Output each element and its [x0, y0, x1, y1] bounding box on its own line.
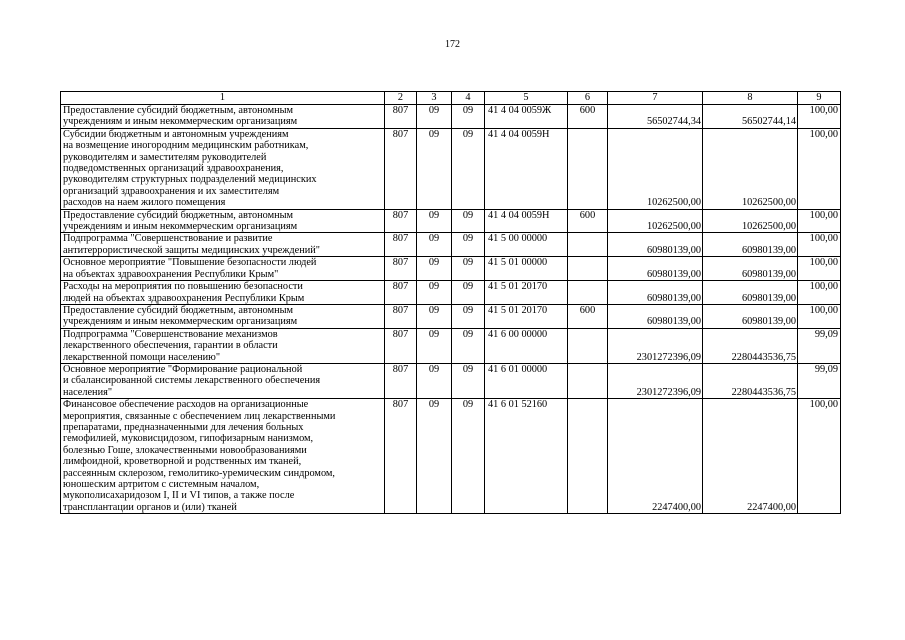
row-name-cell: Подпрограмма "Совершенствование механизмов лекарственного обеспечения, гарантии в области лекарственной помощи населению": [61, 328, 385, 363]
target-article-cell: 41 4 04 0059Н: [485, 209, 568, 233]
subsection-code-cell: 09: [452, 399, 485, 514]
admin-code-cell: 807: [385, 399, 417, 514]
subsection-code-cell: 09: [452, 233, 485, 257]
subsection-code-cell: 09: [452, 209, 485, 233]
admin-code-cell: 807: [385, 328, 417, 363]
target-article-cell: 41 5 01 20170: [485, 304, 568, 328]
table-row: [61, 105, 841, 129]
section-code-cell: 09: [417, 363, 452, 398]
row-name-cell: Подпрограмма "Совершенствование и развитие антитеррористической защиты медицинских учреждений": [61, 233, 385, 257]
target-article-cell: 41 6 00 00000: [485, 328, 568, 363]
table-row: [61, 304, 841, 328]
row-name-cell: Субсидии бюджетным и автономным учреждениям на возмещение иногородним медицинским работникам, руководителям и заместителям руководителей подведомственных организаций здравоохранения, руководителям структурных подразделений медицинских организаций здравоохранения и их заместителям расходов на наем жилого помещения: [61, 128, 385, 209]
section-code-cell: 09: [417, 257, 452, 281]
execution-percent-cell: 99,09: [798, 328, 841, 363]
table-row: [61, 257, 841, 281]
executed-amount-cell: 60980139,00: [703, 304, 798, 328]
subsection-code-cell: 09: [452, 363, 485, 398]
subsection-code-cell: 09: [452, 128, 485, 209]
executed-amount-cell: 60980139,00: [703, 257, 798, 281]
table-row: [61, 209, 841, 233]
execution-percent-cell: 100,00: [798, 105, 841, 129]
table-row: [61, 328, 841, 363]
execution-percent-cell: 100,00: [798, 233, 841, 257]
execution-percent-cell: 100,00: [798, 257, 841, 281]
execution-percent-cell: 100,00: [798, 128, 841, 209]
admin-code-cell: 807: [385, 304, 417, 328]
subsection-code-cell: 09: [452, 304, 485, 328]
expense-type-cell: 600: [568, 209, 608, 233]
approved-amount-cell: 56502744,34: [608, 105, 703, 129]
executed-amount-cell: 60980139,00: [703, 233, 798, 257]
subsection-code-cell: 09: [452, 257, 485, 281]
section-code-cell: 09: [417, 233, 452, 257]
row-name-cell: Предоставление субсидий бюджетным, автономным учреждениям и иным некоммерческим организациям: [61, 304, 385, 328]
approved-amount-cell: 10262500,00: [608, 128, 703, 209]
executed-amount-cell: 10262500,00: [703, 209, 798, 233]
expense-type-cell: [568, 328, 608, 363]
expense-type-cell: [568, 128, 608, 209]
target-article-cell: 41 5 01 20170: [485, 281, 568, 305]
subsection-code-cell: 09: [452, 281, 485, 305]
executed-amount-cell: 2280443536,75: [703, 328, 798, 363]
column-header: 2: [385, 92, 417, 105]
table-row: [61, 233, 841, 257]
column-header: 8: [703, 92, 798, 105]
table-row: [61, 363, 841, 398]
section-code-cell: 09: [417, 105, 452, 129]
column-header: 1: [61, 92, 385, 105]
expense-type-cell: [568, 233, 608, 257]
section-code-cell: 09: [417, 281, 452, 305]
admin-code-cell: 807: [385, 257, 417, 281]
expense-type-cell: [568, 257, 608, 281]
target-article-cell: 41 5 01 00000: [485, 257, 568, 281]
execution-percent-cell: 100,00: [798, 399, 841, 514]
row-name-cell: Предоставление субсидий бюджетным, автономным учреждениям и иным некоммерческим организациям: [61, 105, 385, 129]
approved-amount-cell: 10262500,00: [608, 209, 703, 233]
column-header: 3: [417, 92, 452, 105]
section-code-cell: 09: [417, 304, 452, 328]
admin-code-cell: 807: [385, 209, 417, 233]
page-number: 172: [445, 39, 460, 50]
target-article-cell: 41 4 04 0059Ж: [485, 105, 568, 129]
execution-percent-cell: 99,09: [798, 363, 841, 398]
execution-percent-cell: 100,00: [798, 304, 841, 328]
expense-type-cell: [568, 363, 608, 398]
table-row: [61, 281, 841, 305]
executed-amount-cell: 56502744,14: [703, 105, 798, 129]
row-name-cell: Расходы на мероприятия по повышению безопасности людей на объектах здравоохранения Республики Крым: [61, 281, 385, 305]
target-article-cell: 41 6 01 00000: [485, 363, 568, 398]
section-code-cell: 09: [417, 128, 452, 209]
column-header: 6: [568, 92, 608, 105]
target-article-cell: 41 5 00 00000: [485, 233, 568, 257]
column-header: 4: [452, 92, 485, 105]
approved-amount-cell: 2301272396,09: [608, 363, 703, 398]
admin-code-cell: 807: [385, 128, 417, 209]
admin-code-cell: 807: [385, 363, 417, 398]
section-code-cell: 09: [417, 399, 452, 514]
approved-amount-cell: 60980139,00: [608, 281, 703, 305]
expense-type-cell: 600: [568, 304, 608, 328]
section-code-cell: 09: [417, 209, 452, 233]
approved-amount-cell: 60980139,00: [608, 233, 703, 257]
subsection-code-cell: 09: [452, 105, 485, 129]
admin-code-cell: 807: [385, 281, 417, 305]
column-header: 5: [485, 92, 568, 105]
executed-amount-cell: 10262500,00: [703, 128, 798, 209]
execution-percent-cell: 100,00: [798, 281, 841, 305]
column-header: 7: [608, 92, 703, 105]
row-name-cell: Основное мероприятие "Формирование рациональной и сбалансированной системы лекарственного обеспечения населения": [61, 363, 385, 398]
row-name-cell: Предоставление субсидий бюджетным, автономным учреждениям и иным некоммерческим организациям: [61, 209, 385, 233]
approved-amount-cell: 60980139,00: [608, 304, 703, 328]
table-row: [61, 399, 841, 514]
approved-amount-cell: 2301272396,09: [608, 328, 703, 363]
executed-amount-cell: 2247400,00: [703, 399, 798, 514]
expense-type-cell: [568, 281, 608, 305]
executed-amount-cell: 60980139,00: [703, 281, 798, 305]
table-row: [61, 128, 841, 209]
target-article-cell: 41 4 04 0059Н: [485, 128, 568, 209]
execution-percent-cell: 100,00: [798, 209, 841, 233]
table-header-row: [61, 92, 841, 105]
section-code-cell: 09: [417, 328, 452, 363]
expense-type-cell: [568, 399, 608, 514]
column-header: 9: [798, 92, 841, 105]
executed-amount-cell: 2280443536,75: [703, 363, 798, 398]
admin-code-cell: 807: [385, 105, 417, 129]
budget-table: [60, 91, 841, 514]
target-article-cell: 41 6 01 52160: [485, 399, 568, 514]
approved-amount-cell: 2247400,00: [608, 399, 703, 514]
row-name-cell: Основное мероприятие "Повышение безопасности людей на объектах здравоохранения Республики Крым": [61, 257, 385, 281]
approved-amount-cell: 60980139,00: [608, 257, 703, 281]
admin-code-cell: 807: [385, 233, 417, 257]
row-name-cell: Финансовое обеспечение расходов на организационные мероприятия, связанные с обеспечением лиц лекарственными препаратами, предназначенными для лечения больных гемофилией, муковисцидозом, гипофизарным нанизмом, болезнью Гоше, злокачественными новообразованиями лимфоидной, кроветворной и родственных им тканей, рассеянным склерозом, гемолитико-уремическим синдромом, юношеским артритом с системным началом, мукополисахаридозом I, II и VI типов, а также после трансплантации органов и (или) тканей: [61, 399, 385, 514]
subsection-code-cell: 09: [452, 328, 485, 363]
expense-type-cell: 600: [568, 105, 608, 129]
